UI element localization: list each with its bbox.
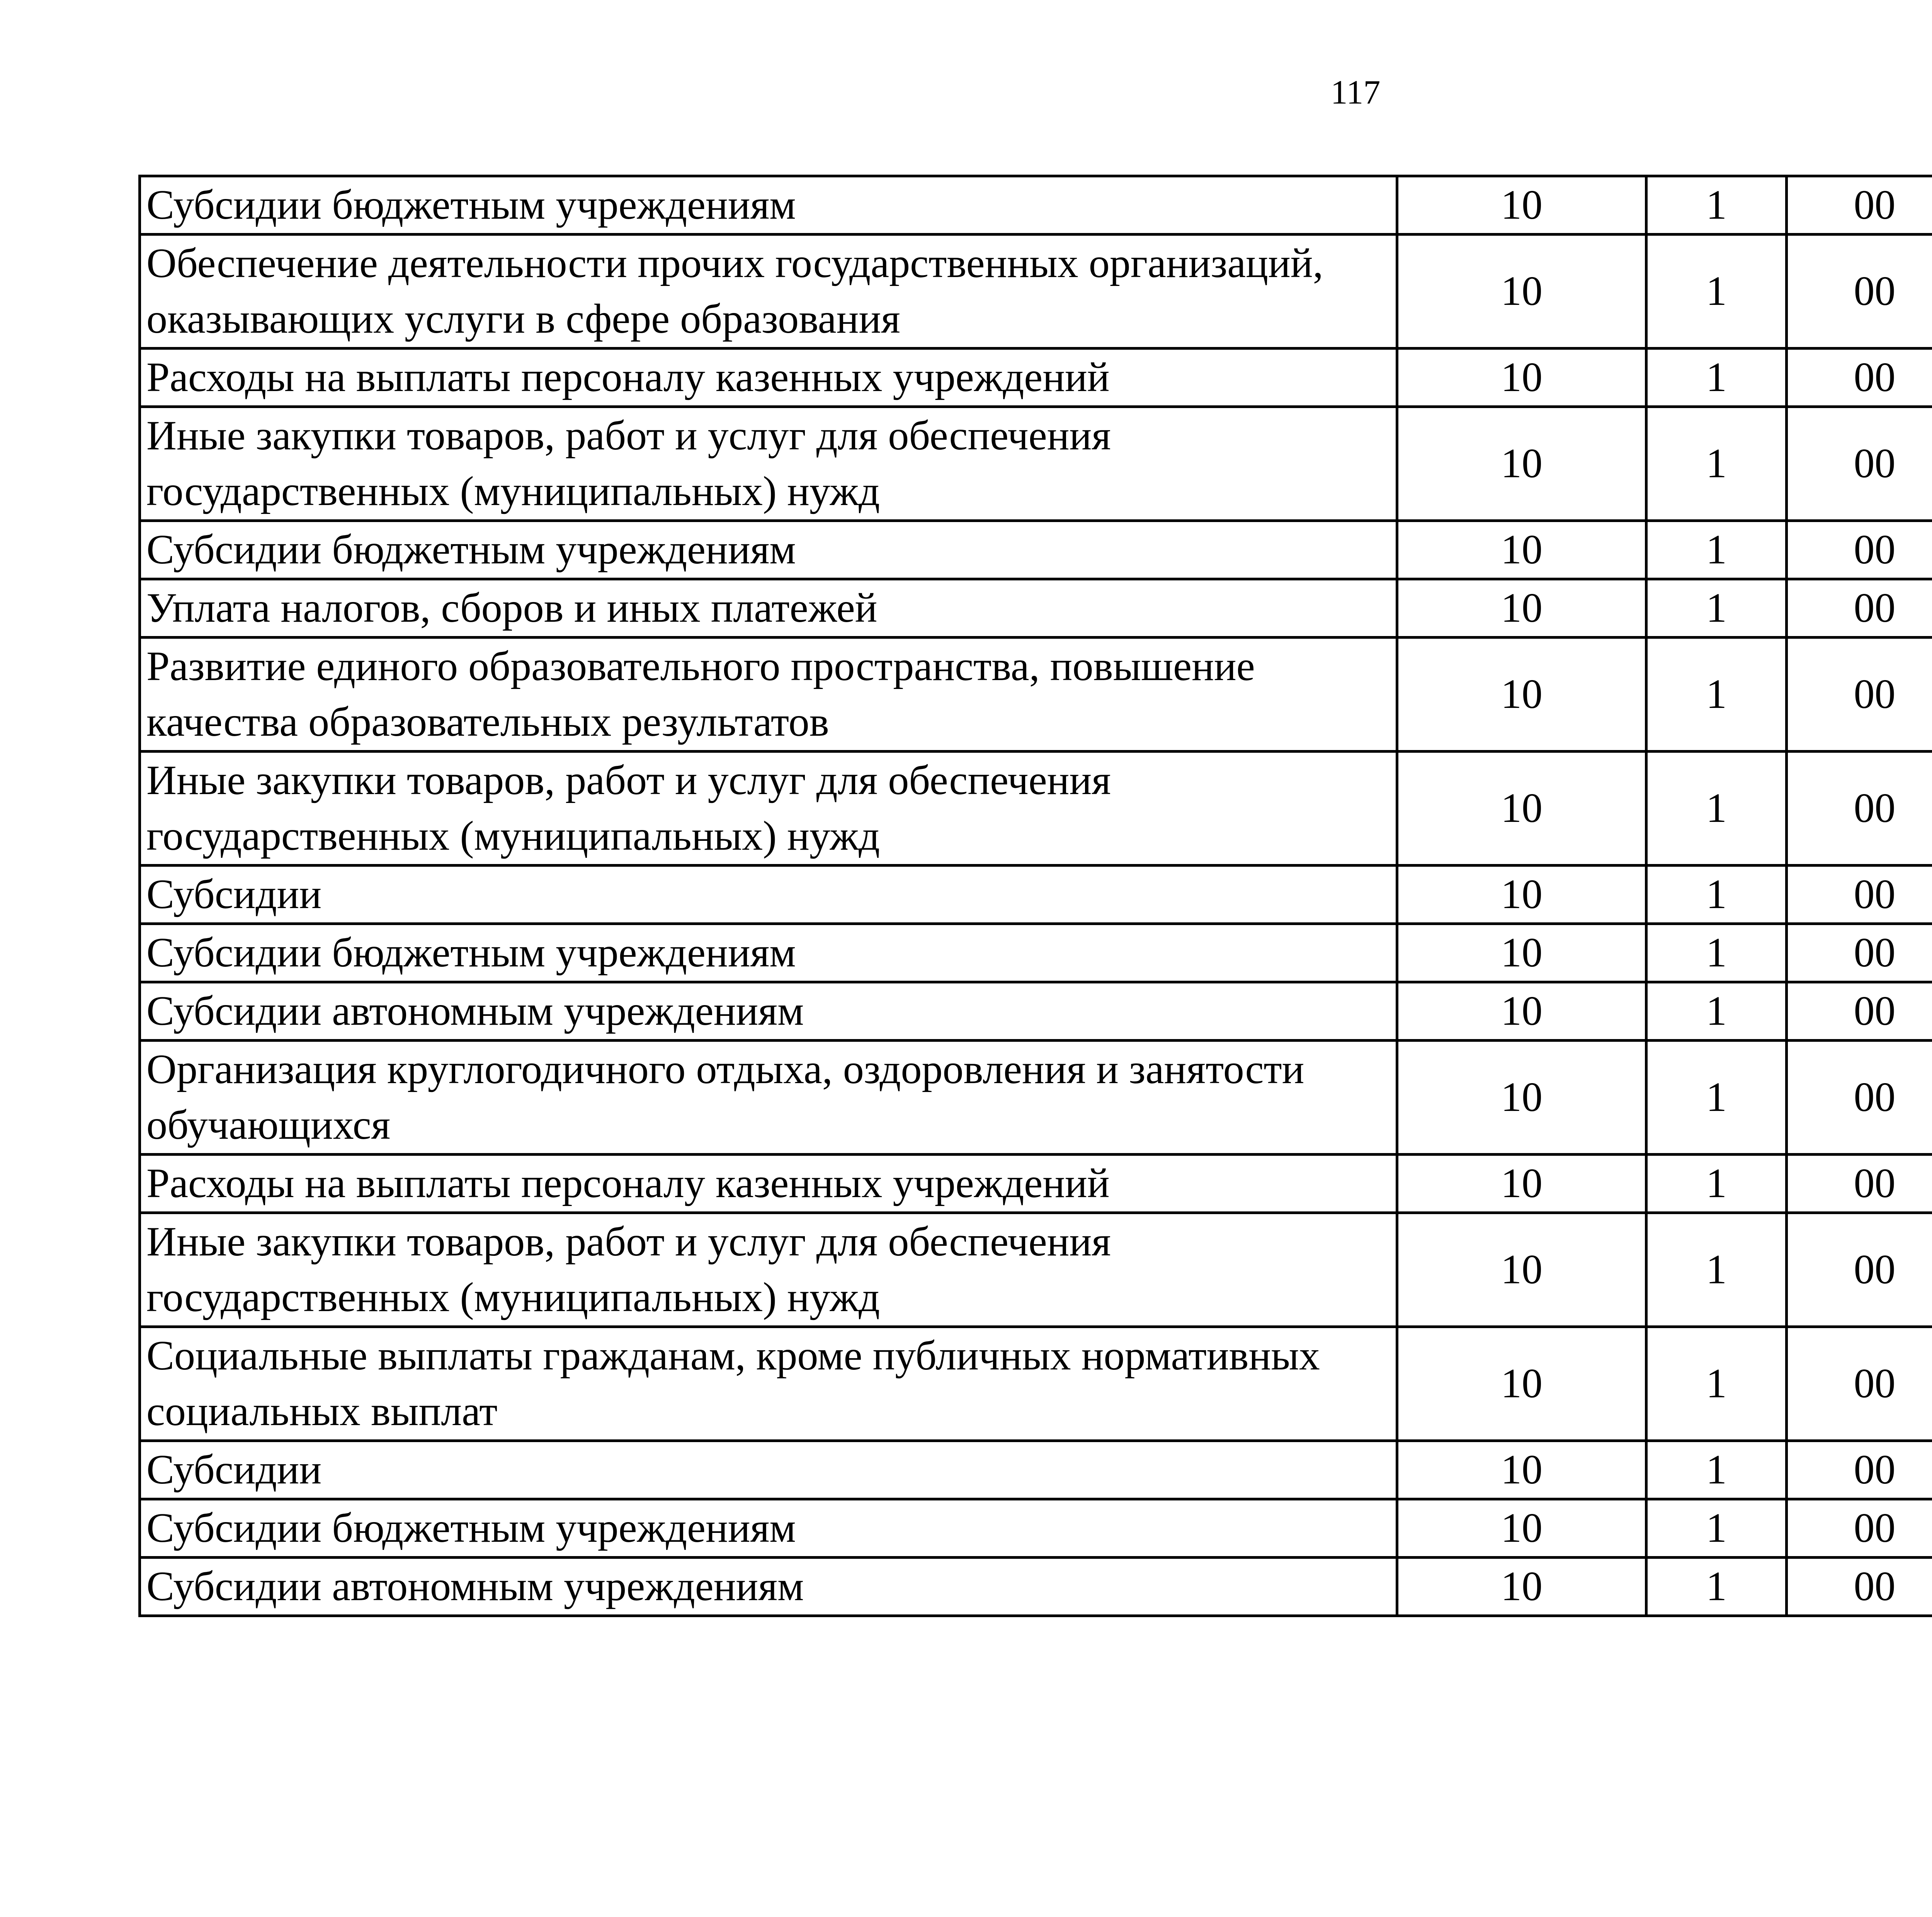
row-name: Субсидии бюджетным учреждениям [140, 176, 1397, 235]
section-code: 10 [1397, 235, 1646, 349]
subprogram-code: 00 [1787, 1155, 1932, 1213]
subprogram-code: 00 [1787, 579, 1932, 638]
subprogram-code: 00 [1787, 349, 1932, 407]
section-code: 10 [1397, 521, 1646, 579]
table-row [140, 1441, 1932, 1499]
program-code: 1 [1646, 752, 1787, 866]
subprogram-code: 00 [1787, 752, 1932, 866]
program-code: 1 [1646, 176, 1787, 235]
table-row [140, 982, 1932, 1041]
section-code: 10 [1397, 176, 1646, 235]
table-row [140, 521, 1932, 579]
section-code: 10 [1397, 1441, 1646, 1499]
section-code: 10 [1397, 924, 1646, 982]
table-row [140, 1558, 1932, 1616]
table-row [140, 638, 1932, 752]
row-name: Субсидии бюджетным учреждениям [140, 521, 1397, 579]
section-code: 10 [1397, 866, 1646, 924]
subprogram-code: 00 [1787, 521, 1932, 579]
table-row [140, 235, 1932, 349]
row-name: Расходы на выплаты персоналу казенных учреждений [140, 349, 1397, 407]
row-name: Субсидии бюджетным учреждениям [140, 924, 1397, 982]
table-row [140, 579, 1932, 638]
row-name: Расходы на выплаты персоналу казенных учреждений [140, 1155, 1397, 1213]
table-row [140, 752, 1932, 866]
row-name: Субсидии автономным учреждениям [140, 1558, 1397, 1616]
program-code: 1 [1646, 1441, 1787, 1499]
row-name: Обеспечение деятельности прочих государственных организаций, оказывающих услуги в сфере образования [140, 235, 1397, 349]
row-name: Иные закупки товаров, работ и услуг для обеспечения государственных (муниципальных) нужд [140, 752, 1397, 866]
row-name: Уплата налогов, сборов и иных платежей [140, 579, 1397, 638]
program-code: 1 [1646, 1558, 1787, 1616]
table-row [140, 866, 1932, 924]
table-row [140, 407, 1932, 521]
section-code: 10 [1397, 638, 1646, 752]
subprogram-code: 00 [1787, 1213, 1932, 1327]
table-row [140, 1041, 1932, 1155]
program-code: 1 [1646, 1499, 1787, 1558]
budget-table [138, 175, 1932, 1617]
program-code: 1 [1646, 1327, 1787, 1441]
subprogram-code: 00 [1787, 1499, 1932, 1558]
subprogram-code: 00 [1787, 982, 1932, 1041]
row-name: Организация круглогодичного отдыха, оздоровления и занятости обучающихся [140, 1041, 1397, 1155]
subprogram-code: 00 [1787, 176, 1932, 235]
program-code: 1 [1646, 638, 1787, 752]
section-code: 10 [1397, 1558, 1646, 1616]
section-code: 10 [1397, 1155, 1646, 1213]
section-code: 10 [1397, 349, 1646, 407]
row-name: Развитие единого образовательного пространства, повышение качества образовательных результатов [140, 638, 1397, 752]
program-code: 1 [1646, 579, 1787, 638]
program-code: 1 [1646, 924, 1787, 982]
table-row [140, 349, 1932, 407]
section-code: 10 [1397, 407, 1646, 521]
table-row [140, 1327, 1932, 1441]
row-name: Субсидии бюджетным учреждениям [140, 1499, 1397, 1558]
subprogram-code: 00 [1787, 235, 1932, 349]
section-code: 10 [1397, 1213, 1646, 1327]
subprogram-code: 00 [1787, 924, 1932, 982]
table-row [140, 176, 1932, 235]
subprogram-code: 00 [1787, 1441, 1932, 1499]
program-code: 1 [1646, 1041, 1787, 1155]
page-number: 117 [1330, 74, 1381, 111]
program-code: 1 [1646, 349, 1787, 407]
subprogram-code: 00 [1787, 407, 1932, 521]
subprogram-code: 00 [1787, 638, 1932, 752]
subprogram-code: 00 [1787, 1327, 1932, 1441]
subprogram-code: 00 [1787, 1041, 1932, 1155]
program-code: 1 [1646, 521, 1787, 579]
table-row [140, 1499, 1932, 1558]
section-code: 10 [1397, 1041, 1646, 1155]
program-code: 1 [1646, 1155, 1787, 1213]
table-row [140, 1155, 1932, 1213]
section-code: 10 [1397, 982, 1646, 1041]
row-name: Субсидии [140, 1441, 1397, 1499]
subprogram-code: 00 [1787, 866, 1932, 924]
program-code: 1 [1646, 235, 1787, 349]
subprogram-code: 00 [1787, 1558, 1932, 1616]
section-code: 10 [1397, 579, 1646, 638]
row-name: Субсидии автономным учреждениям [140, 982, 1397, 1041]
section-code: 10 [1397, 1499, 1646, 1558]
row-name: Иные закупки товаров, работ и услуг для обеспечения государственных (муниципальных) нужд [140, 407, 1397, 521]
program-code: 1 [1646, 982, 1787, 1041]
row-name: Социальные выплаты гражданам, кроме публичных нормативных социальных выплат [140, 1327, 1397, 1441]
row-name: Субсидии [140, 866, 1397, 924]
program-code: 1 [1646, 866, 1787, 924]
row-name: Иные закупки товаров, работ и услуг для обеспечения государственных (муниципальных) нужд [140, 1213, 1397, 1327]
program-code: 1 [1646, 1213, 1787, 1327]
table-row [140, 924, 1932, 982]
table-row [140, 1213, 1932, 1327]
section-code: 10 [1397, 752, 1646, 866]
section-code: 10 [1397, 1327, 1646, 1441]
program-code: 1 [1646, 407, 1787, 521]
